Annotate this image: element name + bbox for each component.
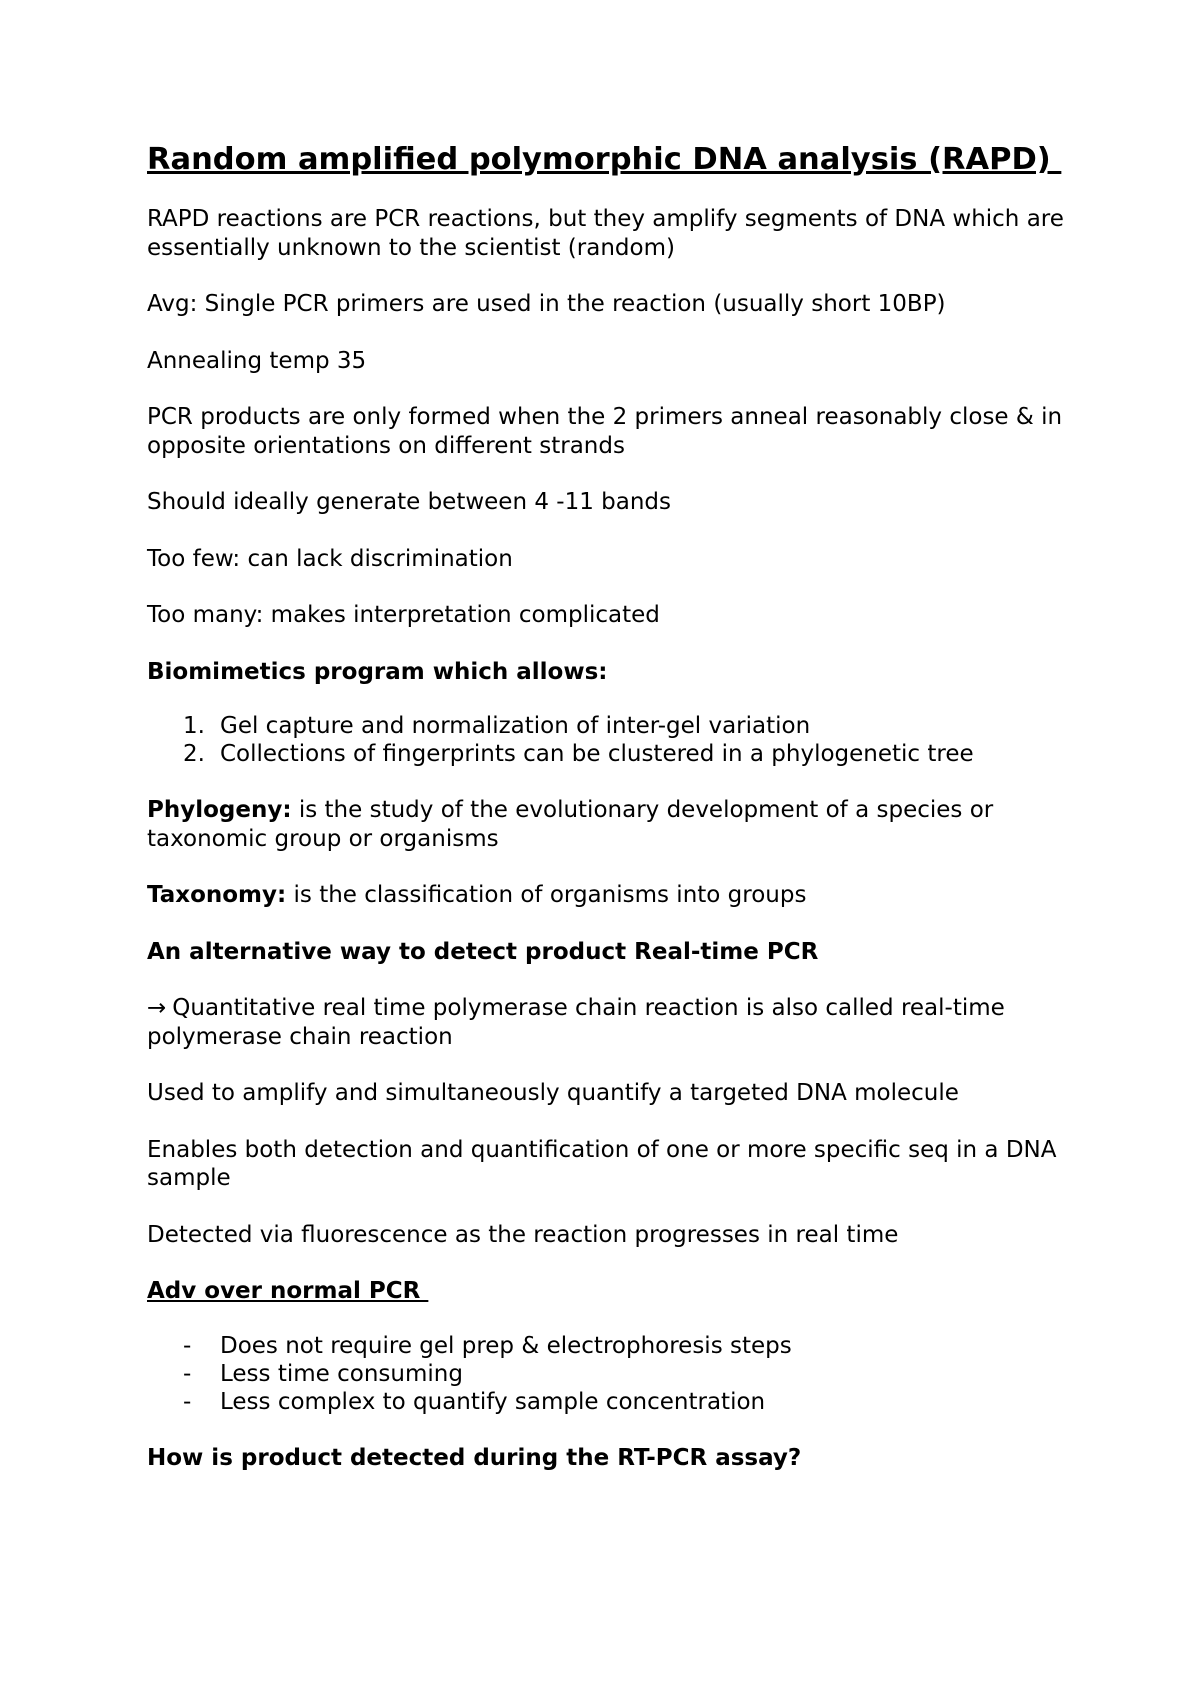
arrow-right-icon: → bbox=[147, 995, 167, 1021]
heading-product-detection: How is product detected during the RT-PCR assay? bbox=[147, 1444, 802, 1471]
term-phylogeny: Phylogeny: bbox=[147, 797, 292, 823]
paragraph-phylogeny bbox=[147, 796, 1087, 853]
list-item-text: Less time consuming bbox=[220, 1360, 463, 1387]
list-item bbox=[147, 1388, 1087, 1416]
paragraph-qpcr bbox=[147, 994, 1087, 1051]
list-item bbox=[147, 712, 1087, 740]
paragraph-fluorescence: Detected via fluorescence as the reaction progresses in real time bbox=[147, 1221, 899, 1248]
list-item bbox=[147, 1360, 1087, 1388]
dash-bullet: - bbox=[183, 1360, 192, 1387]
list-item-text: Less complex to quantify sample concentration bbox=[220, 1388, 766, 1415]
list-number: 1. bbox=[183, 713, 205, 739]
paragraph-bands: Should ideally generate between 4 -11 bands bbox=[147, 489, 672, 515]
heading-real-time-pcr: An alternative way to detect product Real-time PCR bbox=[147, 938, 819, 965]
heading-adv-over-pcr: Adv over normal PCR bbox=[147, 1278, 429, 1304]
list-item-text: Collections of fingerprints can be clustered in a phylogenetic tree bbox=[220, 741, 974, 767]
page-title: Random amplified polymorphic DNA analysis (RAPD) bbox=[147, 142, 1062, 177]
paragraph-amplify: Used to amplify and simultaneously quantify a targeted DNA molecule bbox=[147, 1080, 959, 1106]
document-page bbox=[147, 142, 1087, 1500]
paragraph-annealing: Annealing temp 35 bbox=[147, 347, 367, 374]
dash-bullet: - bbox=[183, 1332, 192, 1359]
heading-biomimetics: Biomimetics program which allows: bbox=[147, 658, 608, 685]
paragraph-too-few: Too few: can lack discrimination bbox=[147, 545, 513, 572]
list-item-text: Does not require gel prep & electrophoresis steps bbox=[220, 1332, 792, 1359]
definition-phylogeny: is the study of the evolutionary development of a species or taxonomic group or organisms bbox=[147, 797, 1001, 852]
dash-bullet: - bbox=[183, 1388, 192, 1415]
paragraph-taxonomy bbox=[147, 881, 1087, 910]
list-item bbox=[147, 1332, 1087, 1360]
list-item bbox=[147, 740, 1087, 768]
term-taxonomy: Taxonomy: bbox=[147, 882, 287, 908]
dash-list-advantages bbox=[147, 1332, 1087, 1416]
numbered-list-biomimetics bbox=[147, 712, 1087, 768]
paragraph-qpcr-text: Quantitative real time polymerase chain reaction is also called real-time polymerase chain reaction bbox=[147, 995, 1013, 1050]
paragraph-detection: Enables both detection and quantification of one or more specific seq in a DNA sample bbox=[147, 1136, 1064, 1191]
list-item-text: Gel capture and normalization of inter-gel variation bbox=[220, 713, 811, 739]
paragraph-too-many: Too many: makes interpretation complicated bbox=[147, 602, 660, 628]
paragraph-primers: Avg: Single PCR primers are used in the reaction (usually short 10BP) bbox=[147, 291, 946, 317]
paragraph-rapd-intro: RAPD reactions are PCR reactions, but they amplify segments of DNA which are essentially unknown to the scientist (random) bbox=[147, 206, 1072, 261]
paragraph-pcr-products: PCR products are only formed when the 2 primers anneal reasonably close & in opposite orientations on different strands bbox=[147, 404, 1070, 459]
list-number: 2. bbox=[183, 741, 205, 767]
definition-taxonomy: is the classification of organisms into groups bbox=[286, 882, 807, 908]
